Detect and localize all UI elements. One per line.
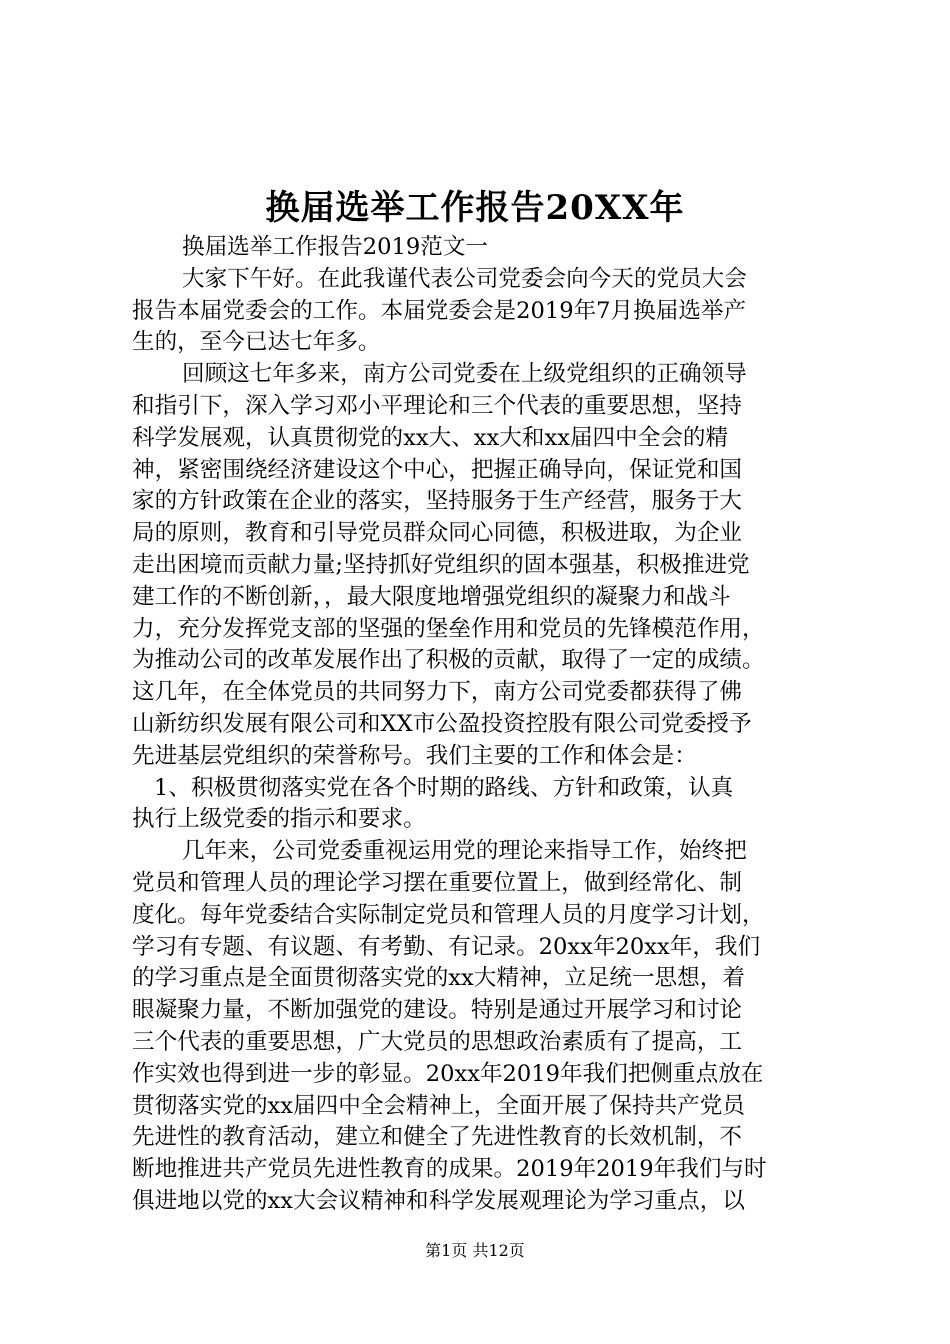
paragraph-line: 先进基层党组织的荣誉称号。我们主要的工作和体会是： [132, 742, 697, 769]
list-item-line: 1、积极贯彻落实党在各个时期的路线、方针和政策，认真 [154, 774, 734, 801]
paragraph-line: 党员和管理人员的理论学习摆在重要位置上，做到经常化、制 [132, 869, 743, 896]
paragraph-line: 走出困境而贡献力量;坚持抓好党组织的固本强基，积极推进党 [132, 551, 750, 578]
page-footer: 第1页 共12页 [425, 1241, 525, 1260]
paragraph-line: 力，充分发挥党支部的坚强的堡垒作用和党员的先锋模范作用， [132, 615, 765, 642]
paragraph-line: 俱进地以党的xx大会议精神和科学发展观理论为学习重点，以 [132, 1187, 745, 1214]
paragraph-line: 生的，至今已达七年多。 [132, 329, 381, 356]
paragraph-line: 大家下午好。在此我谨代表公司党委会向今天的党员大会 [182, 265, 747, 292]
paragraph-line: 贯彻落实党的xx届四中全会精神上，全面开展了保持共产党员 [132, 1092, 745, 1119]
paragraph-line: 断地推进共产党员先进性教育的成果。2019年2019年我们与时 [132, 1156, 767, 1183]
document-title: 换届选举工作报告20XX年 [265, 188, 685, 228]
paragraph-line: 报告本届党委会的工作。本届党委会是2019年7月换届选举产 [132, 297, 747, 324]
paragraph-line: 建工作的不断创新，，最大限度地增强党组织的凝聚力和战斗 [132, 583, 731, 610]
paragraph-line: 回顾这七年多来，南方公司党委在上级党组织的正确领导 [182, 361, 747, 388]
paragraph-line: 科学发展观，认真贯彻党的xx大、xx大和xx届四中全会的精 [132, 424, 729, 451]
paragraph-line: 局的原则，教育和引导党员群众同心同德，积极进取，为企业 [132, 520, 743, 547]
paragraph-line: 三个代表的重要思想，广大党员的思想政治素质有了提高，工 [132, 1028, 743, 1055]
paragraph-line: 家的方针政策在企业的落实，坚持服务于生产经营，服务于大 [132, 488, 743, 515]
paragraph-line: 先进性的教育活动，建立和健全了先进性教育的长效机制，不 [132, 1124, 743, 1151]
paragraph-line: 这几年，在全体党员的共同努力下，南方公司党委都获得了佛 [132, 679, 743, 706]
paragraph-line: 山新纺织发展有限公司和XX市公盈投资控股有限公司党委授予 [132, 710, 752, 737]
document-body [132, 232, 820, 1218]
paragraph-line: 的学习重点是全面贯彻落实党的xx大精神，立足统一思想，着 [132, 965, 745, 992]
paragraph-line: 学习有专题、有议题、有考勤、有记录。20xx年20xx年，我们 [132, 933, 761, 960]
paragraph-line: 换届选举工作报告2019范文一 [182, 234, 489, 260]
paragraph-line: 为推动公司的改革发展作出了积极的贡献，取得了一定的成绩。 [132, 647, 765, 674]
paragraph-line: 神，紧密围绕经济建设这个中心，把握正确导向，保证党和国 [132, 456, 743, 483]
paragraph-line: 和指引下，深入学习邓小平理论和三个代表的重要思想，坚持 [132, 392, 743, 419]
paragraph-line: 作实效也得到进一步的彰显。20xx年2019年我们把侧重点放在 [132, 1060, 764, 1087]
paragraph-line: 眼凝聚力量，不断加强党的建设。特别是通过开展学习和讨论 [132, 997, 743, 1024]
paragraph-line: 执行上级党委的指示和要求。 [132, 806, 426, 833]
paragraph-line: 度化。每年党委结合实际制定党员和管理人员的月度学习计划， [132, 901, 765, 928]
paragraph-line: 几年来，公司党委重视运用党的理论来指导工作，始终把 [182, 838, 747, 865]
